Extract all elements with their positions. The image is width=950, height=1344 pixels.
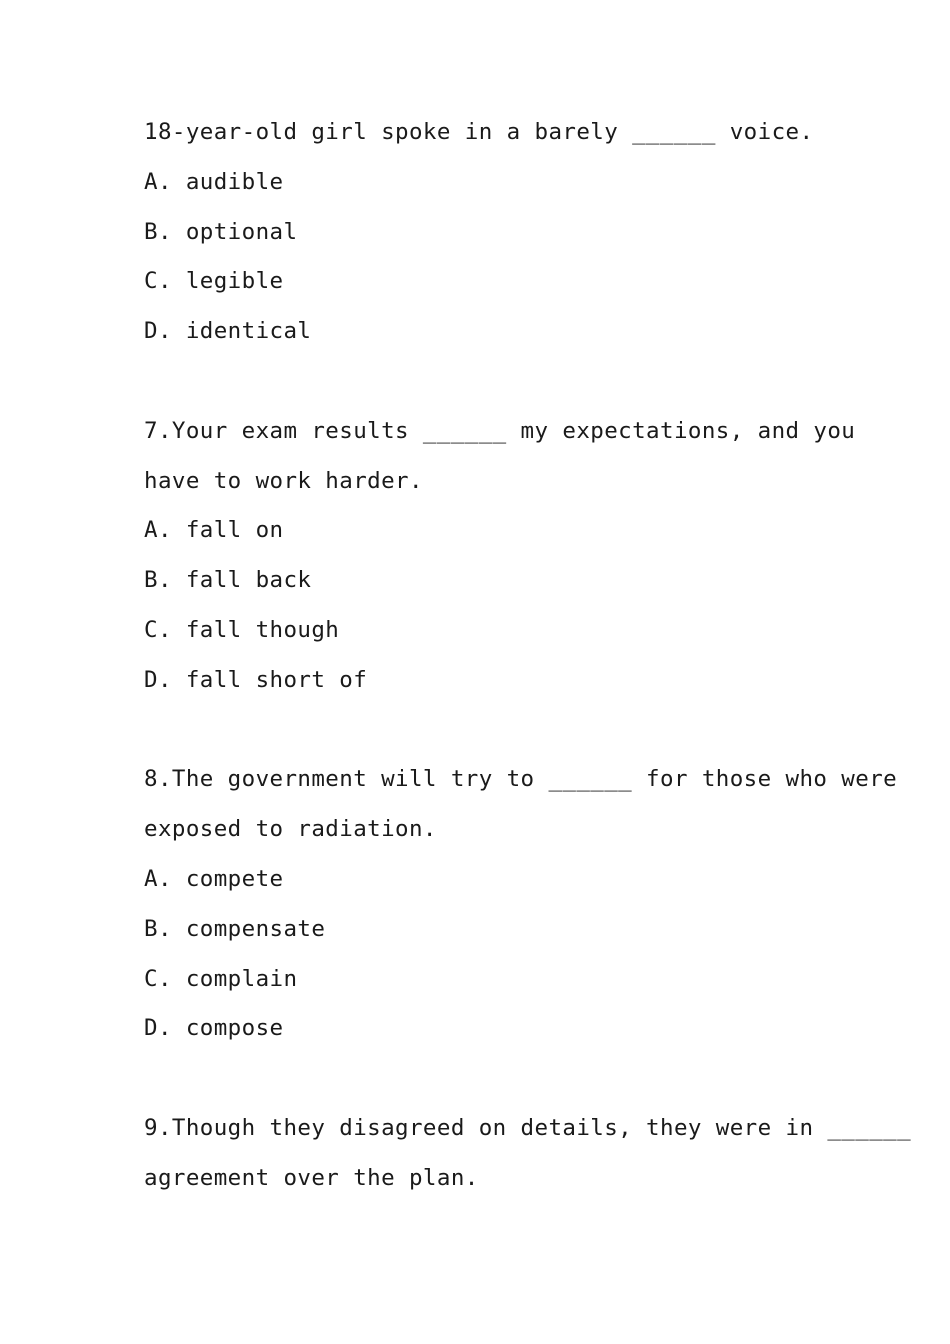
option-a: A. compete <box>144 865 284 892</box>
option-d: D. identical <box>144 318 312 345</box>
stem-line: 18-year-old girl spoke in a barely ______ voice. <box>144 119 814 145</box>
stem-line: 8.The government will try to ______ for those who were <box>144 766 898 793</box>
stem-line: exposed to radiation. <box>144 816 437 843</box>
option-a: A. fall on <box>144 517 284 544</box>
option-c: C. complain <box>144 965 298 992</box>
question-stem <box>144 407 856 507</box>
option-b: B. fall back <box>144 567 312 594</box>
question-8 <box>144 755 898 1054</box>
question-6 <box>144 108 814 357</box>
question-stem <box>144 108 814 158</box>
question-stem <box>144 755 898 855</box>
option-d: D. fall short of <box>144 666 368 693</box>
stem-line: agreement over the plan. <box>144 1164 479 1191</box>
option-b: B. compensate <box>144 915 326 942</box>
question-7 <box>144 407 856 706</box>
stem-line: 9.Though they disagreed on details, they were in ______ <box>144 1114 912 1141</box>
question-stem <box>144 1104 912 1204</box>
option-a: A. audible <box>144 168 284 195</box>
exam-page <box>144 108 912 1204</box>
option-c: C. legible <box>144 268 284 295</box>
question-9 <box>144 1104 912 1204</box>
option-c: C. fall though <box>144 616 340 643</box>
stem-line: have to work harder. <box>144 467 423 494</box>
stem-line: 7.Your exam results ______ my expectations, and you <box>144 417 856 444</box>
option-b: B. optional <box>144 218 298 245</box>
option-d: D. compose <box>144 1015 284 1042</box>
